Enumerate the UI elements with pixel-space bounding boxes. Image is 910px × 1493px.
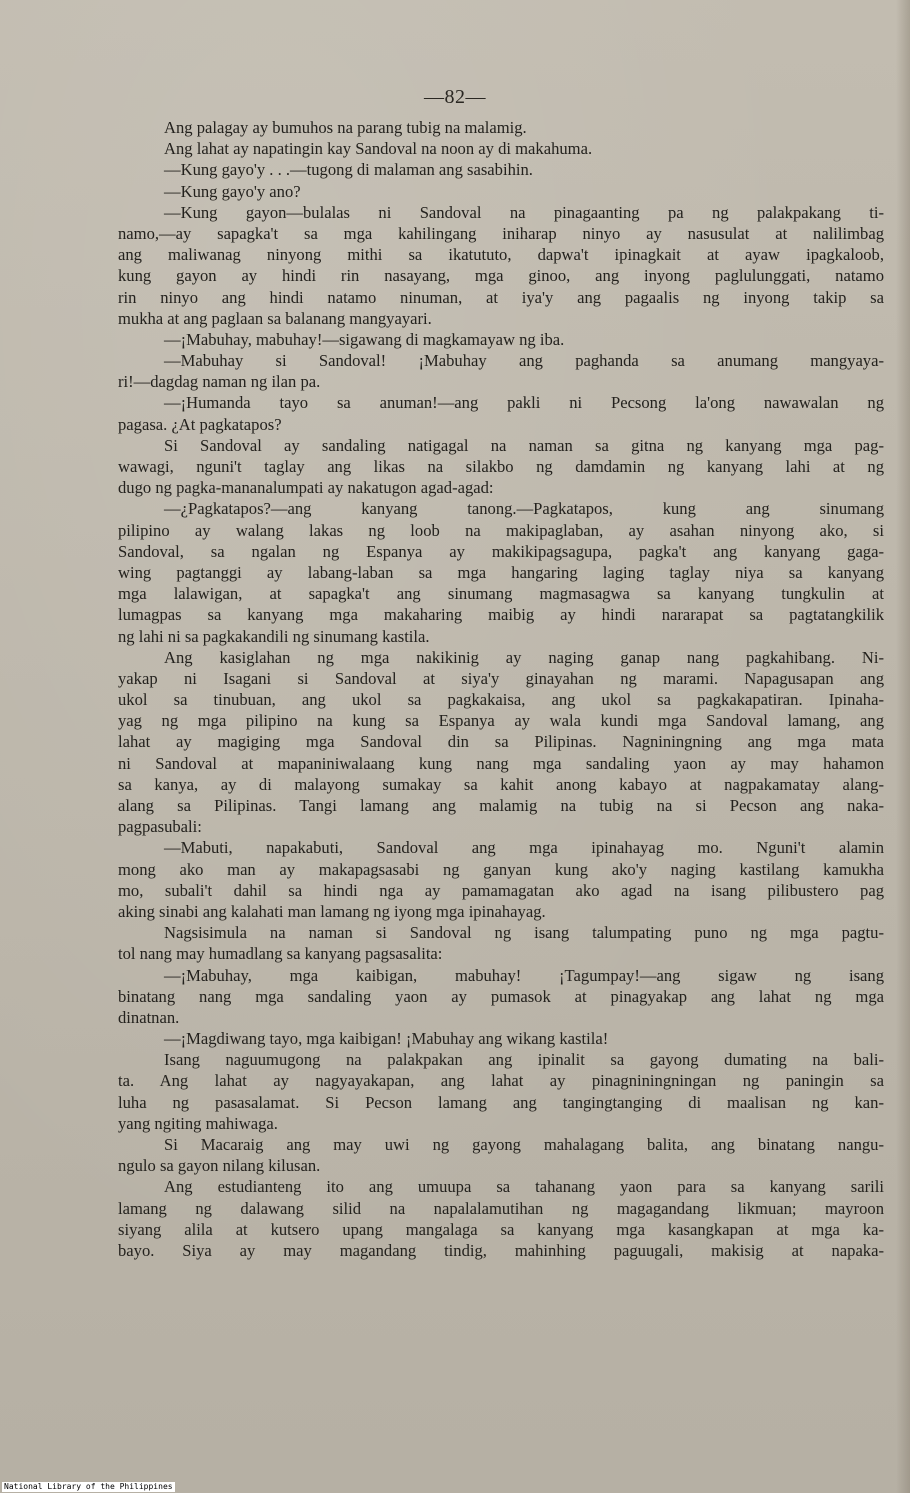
text-line: —Kung gayon—bulalas ni Sandoval na pinagaanting pa ng palakpakang ti- <box>164 202 884 222</box>
text-line: mo, subali't dahil sa hindi nga ay pamamagatan ako agad na isang pilibustero pag <box>118 880 884 900</box>
text-line: lahat ay magiging mga Sandoval din sa Pilipinas. Nagniningning ang mga mata <box>118 732 884 752</box>
text-line: yag ng mga pilipino na kung sa Espanya ay wala kundi mga Sandoval lamang, ang <box>118 711 884 731</box>
body-text <box>118 117 884 1261</box>
text-line: dugo ng pagka-mananalumpati ay nakatugon agad-agad: <box>118 478 494 498</box>
text-line: pilipino ay walang lakas ng loob na makipaglaban, ay asahan ninyong ako, si <box>118 520 884 540</box>
text-line: mukha at ang paglaan sa balanang mangyayari. <box>118 308 432 328</box>
text-line: mga lalawigan, at sapagka't ang sinumang magmasagwa sa kanyang tungkulin at <box>118 584 884 604</box>
text-line: —Kung gayo'y ano? <box>164 181 301 201</box>
text-line: bayo. Siya ay may magandang tindig, mahinhing paguugali, makisig at napaka- <box>118 1240 884 1260</box>
library-credit: National Library of the Philippines <box>4 1482 173 1491</box>
text-line: ang maliwanag ninyong mithi sa ikatututo, dapwa't ipinagkait at ayaw ipagkaloob, <box>118 245 884 265</box>
text-line: pagpasubali: <box>118 817 202 837</box>
text-line: —¡Mabuhay, mabuhay!—sigawang di magkamayaw ng iba. <box>164 329 565 349</box>
text-line: wawagi, nguni't taglay ang likas na silakbo ng damdamin ng kanyang lahi at ng <box>118 457 884 476</box>
text-line: siyang alila at kutsero upang mangalaga sa kanyang mga kasangkapan at mga ka- <box>118 1219 884 1239</box>
text-line: mong ako man ay makapagsasabi ng ganyan kung ako'y naging kastilang kamukha <box>118 859 884 879</box>
text-line: alang sa Pilipinas. Tangi lamang ang malamig na tubig na si Pecson ang naka- <box>118 796 884 815</box>
text-line: ngulo sa gayon nilang kilusan. <box>118 1156 321 1176</box>
text-line: tol nang may humadlang sa kanyang pagsasalita: <box>118 944 443 964</box>
text-line: Isang naguumugong na palakpakan ang ipinalit sa gayong dumating na bali- <box>164 1050 884 1070</box>
page-number: —82— <box>424 86 486 108</box>
text-line: dinatnan. <box>118 1007 180 1027</box>
page-edge-shadow <box>896 0 910 1493</box>
text-line: Ang estudianteng ito ang umuupa sa tahanang yaon para sa kanyang sarili <box>164 1177 884 1197</box>
text-line: ukol sa tinubuan, ang ukol sa pagkakaisa, ang ukol sa pagkakapatiran. Ipinaha- <box>118 690 884 710</box>
text-line: aking sinabi ang kalahati man lamang ng iyong mga ipinahayag. <box>118 901 546 921</box>
text-line: ri!—dagdag naman ng ilan pa. <box>118 372 321 392</box>
text-line: binatang nang mga sandaling yaon ay pumasok at pinagyakap ang lahat ng mga <box>118 986 884 1006</box>
text-line: ng lahi ni sa pagkakandili ng sinumang kastila. <box>118 626 430 646</box>
text-line: lumagpas sa kanyang mga makaharing maibig ay hindi nararapat sa pagtatangkilik <box>118 605 884 625</box>
text-line: Sandoval, sa ngalan ng Espanya ay makikipagsagupa, pagka't ang kanyang gaga- <box>118 541 884 561</box>
text-line: —¿Pagkatapos?—ang kanyang tanong.—Pagkatapos, kung ang sinumang <box>164 499 884 519</box>
text-line: Ang palagay ay bumuhos na parang tubig na malamig. <box>164 118 527 137</box>
text-line: pagasa. ¿At pagkatapos? <box>118 414 282 434</box>
text-line: kung gayon ay hindi rin nasayang, mga ginoo, ang inyong paglulunggati, natamo <box>118 266 884 286</box>
text-line: Ang kasiglahan ng mga nakikinig ay naging ganap nang pagkahibang. Ni- <box>164 647 884 667</box>
text-line: Si Macaraig ang may uwi ng gayong mahalagang balita, ang binatang nangu- <box>164 1135 884 1154</box>
text-line: yang ngiting mahiwaga. <box>118 1113 278 1133</box>
text-line: —¡Humanda tayo sa anuman!—ang pakli ni Pecsong la'ong nawawalan ng <box>164 393 884 413</box>
text-line: —¡Magdiwang tayo, mga kaibigan! ¡Mabuhay ang wikang kastila! <box>164 1029 609 1049</box>
text-line: rin ninyo ang hindi natamo ninuman, at iya'y ang pagaalis ng inyong takip sa <box>118 287 884 307</box>
text-line: namo,—ay sapagka't sa mga kahilingang iniharap ninyo ay nasusulat at nalilimbag <box>118 223 884 243</box>
text-line: Nagsisimula na naman si Sandoval ng isang talumpating puno ng mga pagtu- <box>164 923 884 943</box>
text-line: luha ng pasasalamat. Si Pecson lamang ang tangingtanging di maalisan ng kan- <box>118 1092 884 1112</box>
text-line: lamang ng dalawang silid na napalalamutihan ng magagandang likmuan; mayroon <box>118 1198 884 1218</box>
text-line: —Kung gayo'y . . .—tugong di malaman ang sasabihin. <box>164 160 533 180</box>
text-line: Si Sandoval ay sandaling natigagal na naman sa gitna ng kanyang mga pag- <box>164 435 884 455</box>
text-line: —Mabuhay si Sandoval! ¡Mabuhay ang paghanda sa anumang mangyaya- <box>164 351 884 371</box>
text-line: ni Sandoval at mapaniniwalaang kung nang mga sandaling yaon ay may hahamon <box>118 753 884 773</box>
text-line: wing pagtanggi ay labang-laban sa mga hangaring laging taglay niya sa kanyang <box>118 562 884 582</box>
text-line: —Mabuti, napakabuti, Sandoval ang mga ipinahayag mo. Nguni't alamin <box>164 838 884 858</box>
text-line: Ang lahat ay napatingin kay Sandoval na noon ay di makahuma. <box>164 139 593 159</box>
text-line: ta. Ang lahat ay nagyayakapan, ang lahat ay pinagniningningan ng paningin sa <box>118 1071 884 1091</box>
text-line: yakap ni Isagani si Sandoval at siya'y ginayahan ng marami. Napagusapan ang <box>118 668 884 688</box>
text-line: —¡Mabuhay, mga kaibigan, mabuhay! ¡Tagumpay!—ang sigaw ng isang <box>164 965 884 985</box>
text-line: sa kanya, ay di malayong sumakay sa kahit anong kabayo at nagpakamatay alang- <box>118 774 884 794</box>
